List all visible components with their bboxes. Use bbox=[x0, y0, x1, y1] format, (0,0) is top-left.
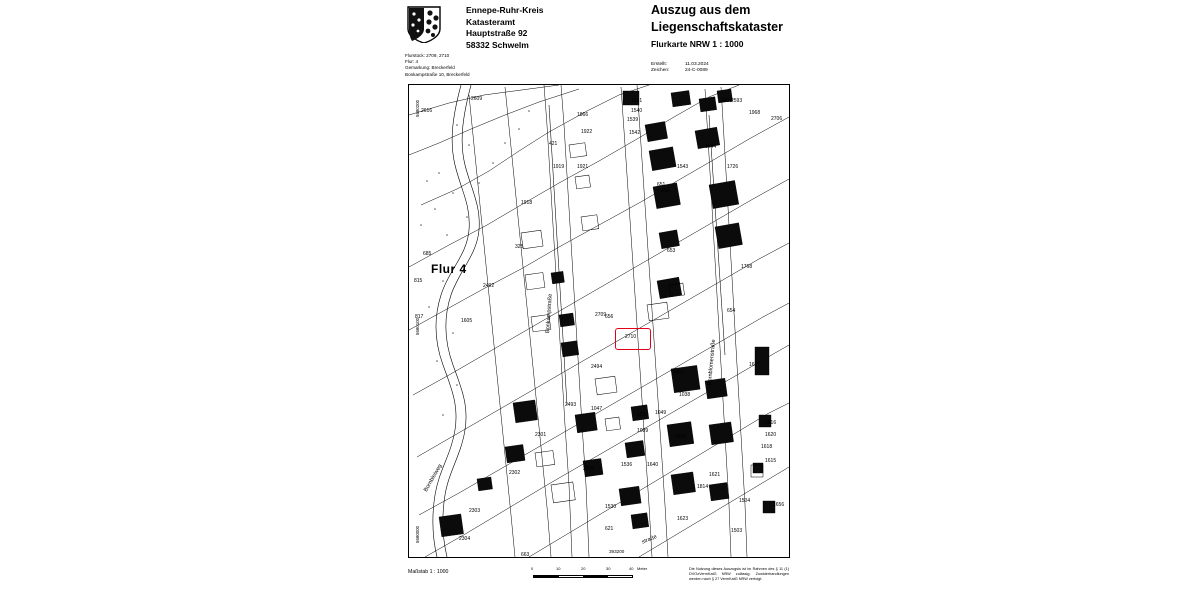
meta-sign-value: 24-C-0089 bbox=[685, 68, 708, 74]
parcel-label: 1618 bbox=[761, 444, 773, 450]
parcel-label: 1536 bbox=[621, 462, 633, 468]
parcel-label-2710: 2710 bbox=[625, 334, 637, 340]
parcel-label: 1726 bbox=[727, 164, 739, 170]
scale-tick-2: 20 bbox=[581, 566, 586, 571]
parcel-label: 1623 bbox=[677, 516, 689, 522]
parcel-label: 2616 bbox=[421, 108, 433, 114]
parcel-label: 2593 bbox=[731, 98, 743, 104]
title-line-2: Liegenschaftskataster bbox=[651, 20, 784, 34]
parcel-label: 2303 bbox=[469, 508, 481, 514]
parcel-label: 651 bbox=[657, 182, 666, 188]
meta-created-key: Erstellt: bbox=[651, 62, 667, 67]
parcel-label: 1049 bbox=[655, 410, 667, 416]
street-label-strasse: straße bbox=[641, 534, 658, 546]
street-label-bornbleiweg: Bornbleiweg bbox=[423, 463, 444, 493]
parcel-label: 1540 bbox=[631, 108, 643, 114]
parcel-label: 1038 bbox=[679, 392, 691, 398]
meta-sign-key: Zeichen: bbox=[651, 68, 670, 74]
parcel-label: 1543 bbox=[677, 164, 689, 170]
parcel-label: 1621 bbox=[709, 472, 721, 478]
parcel-label: 1620 bbox=[765, 432, 777, 438]
meta-gemarkung: Gemarkung: Breckerfeld bbox=[405, 65, 455, 71]
parcel-label: 2307 bbox=[673, 370, 685, 376]
coordinate-label-north-3: 5680000 bbox=[415, 525, 420, 543]
parcel-label: 1639 bbox=[675, 434, 687, 440]
parcel-label: 1814 bbox=[697, 484, 709, 490]
parcel-label: 1504 bbox=[739, 498, 751, 504]
parcel-label: 817 bbox=[415, 314, 424, 320]
parcel-label: 1539 bbox=[627, 117, 639, 123]
authority-street: Hauptstraße 92 bbox=[466, 28, 528, 38]
coordinate-label-north-2: 5680100 bbox=[415, 317, 420, 335]
scale-tick-0: 0 bbox=[531, 566, 534, 571]
parcel-label: 1922 bbox=[581, 129, 593, 135]
parcel-label: 1544 bbox=[705, 144, 717, 150]
scale-ticks bbox=[531, 566, 648, 575]
parcel-label: 1530 bbox=[605, 504, 617, 510]
scale-unit: Meter bbox=[637, 566, 648, 571]
parcel-label: 1615 bbox=[765, 458, 777, 464]
parcel-label: 1921 bbox=[577, 164, 589, 170]
meta-address: Bonkampstraße 10, Breckerfeld bbox=[405, 71, 470, 77]
scale-tick-1: 10 bbox=[556, 566, 561, 571]
scale-tick-4: 40 bbox=[629, 566, 634, 571]
flur-label: Flur 4 bbox=[431, 262, 467, 276]
parcel-label: 663 bbox=[521, 552, 530, 558]
parcel-label: 2306 bbox=[583, 466, 595, 472]
meta-sign-row bbox=[651, 68, 801, 74]
parcel-label: 2609 bbox=[471, 96, 483, 102]
authority-office: Katasteramt bbox=[466, 16, 516, 27]
parcel-label: 421 bbox=[549, 141, 558, 147]
meta-right-block bbox=[651, 62, 801, 75]
scale-bar bbox=[531, 566, 648, 578]
coat-of-arms-icon bbox=[405, 5, 443, 43]
meta-left-block bbox=[405, 53, 595, 78]
parcel-label: 654 bbox=[727, 308, 736, 314]
parcel-label: 2494 bbox=[591, 364, 603, 370]
authority-city: 58332 Schwelm bbox=[466, 39, 529, 50]
parcel-label: 2492 bbox=[483, 283, 495, 289]
parcel-label: 652 bbox=[661, 188, 670, 194]
parcel-label: 1640 bbox=[647, 462, 659, 468]
parcel-label: 1637 bbox=[749, 362, 761, 368]
authority-block bbox=[466, 5, 646, 51]
parcel-label: 2706 bbox=[771, 116, 783, 122]
parcel-label: 1656 bbox=[773, 502, 785, 508]
parcel-label: 2302 bbox=[509, 470, 521, 476]
parcel-label: 1768 bbox=[741, 264, 753, 270]
parcel-label: 1057 bbox=[637, 412, 649, 418]
coordinate-label-north-1: 5680200 bbox=[415, 99, 420, 117]
street-label-bornblomenstrasse: Bornblomenstraße bbox=[707, 339, 717, 386]
parcel-label: 1866 bbox=[577, 112, 589, 118]
parcel-label: 685 bbox=[423, 251, 432, 257]
parcel-label: 2304 bbox=[459, 536, 471, 542]
street-label-bonkampstrasse: Bonkampstraße bbox=[545, 293, 554, 334]
parcel-label: 653 bbox=[667, 248, 676, 254]
title-subtitle: Flurkarte NRW 1 : 1000 bbox=[651, 39, 744, 49]
parcel-label: 1616 bbox=[765, 420, 777, 426]
parcel-label: 1605 bbox=[461, 318, 473, 324]
parcel-label: 1968 bbox=[749, 110, 761, 116]
document-title bbox=[651, 2, 841, 49]
parcel-label: 656 bbox=[605, 314, 614, 320]
cadastral-map[interactable] bbox=[408, 84, 790, 558]
parcel-label: 2493 bbox=[565, 402, 577, 408]
meta-flur: Flur: 4 bbox=[405, 59, 419, 65]
parcel-label: 1541 bbox=[631, 98, 643, 104]
parcel-label: 325 bbox=[515, 244, 524, 250]
parcel-label: 815 bbox=[414, 278, 423, 284]
title-line-1: Auszug aus dem bbox=[651, 3, 751, 17]
parcel-label: 1411 bbox=[721, 98, 732, 104]
parcel-label: 1009 bbox=[637, 428, 649, 434]
parcel-label: 1047 bbox=[591, 406, 603, 412]
scale-tick-3: 30 bbox=[606, 566, 611, 571]
parcel-label: 1503 bbox=[731, 528, 743, 534]
parcel-label: 1919 bbox=[553, 164, 565, 170]
meta-parcel: Flurstück: 2709, 2710 bbox=[405, 53, 450, 58]
parcel-label: 621 bbox=[605, 526, 614, 532]
meta-created-value: 11.03.2024 bbox=[685, 62, 709, 67]
scale-text: Maßstab 1 : 1000 bbox=[408, 569, 449, 575]
authority-name: Ennepe-Ruhr-Kreis bbox=[466, 5, 544, 15]
parcel-label: 1542 bbox=[629, 130, 641, 136]
coordinate-label-east-1: 393200 bbox=[609, 549, 625, 554]
legal-notice: Die Nutzung dieses Auszugsis ist im Rahmen des § 11 (1) DVOzVermKatG NRW zulässig. Zuwiderhandlungen werden nach § 27 VermKatG NRW verfolgt. bbox=[689, 567, 789, 581]
scale-bar-graphic bbox=[533, 575, 633, 578]
parcel-label: 2301 bbox=[535, 432, 547, 438]
parcel-label: 2709 bbox=[595, 312, 607, 318]
parcel-label: 1918 bbox=[521, 200, 533, 206]
